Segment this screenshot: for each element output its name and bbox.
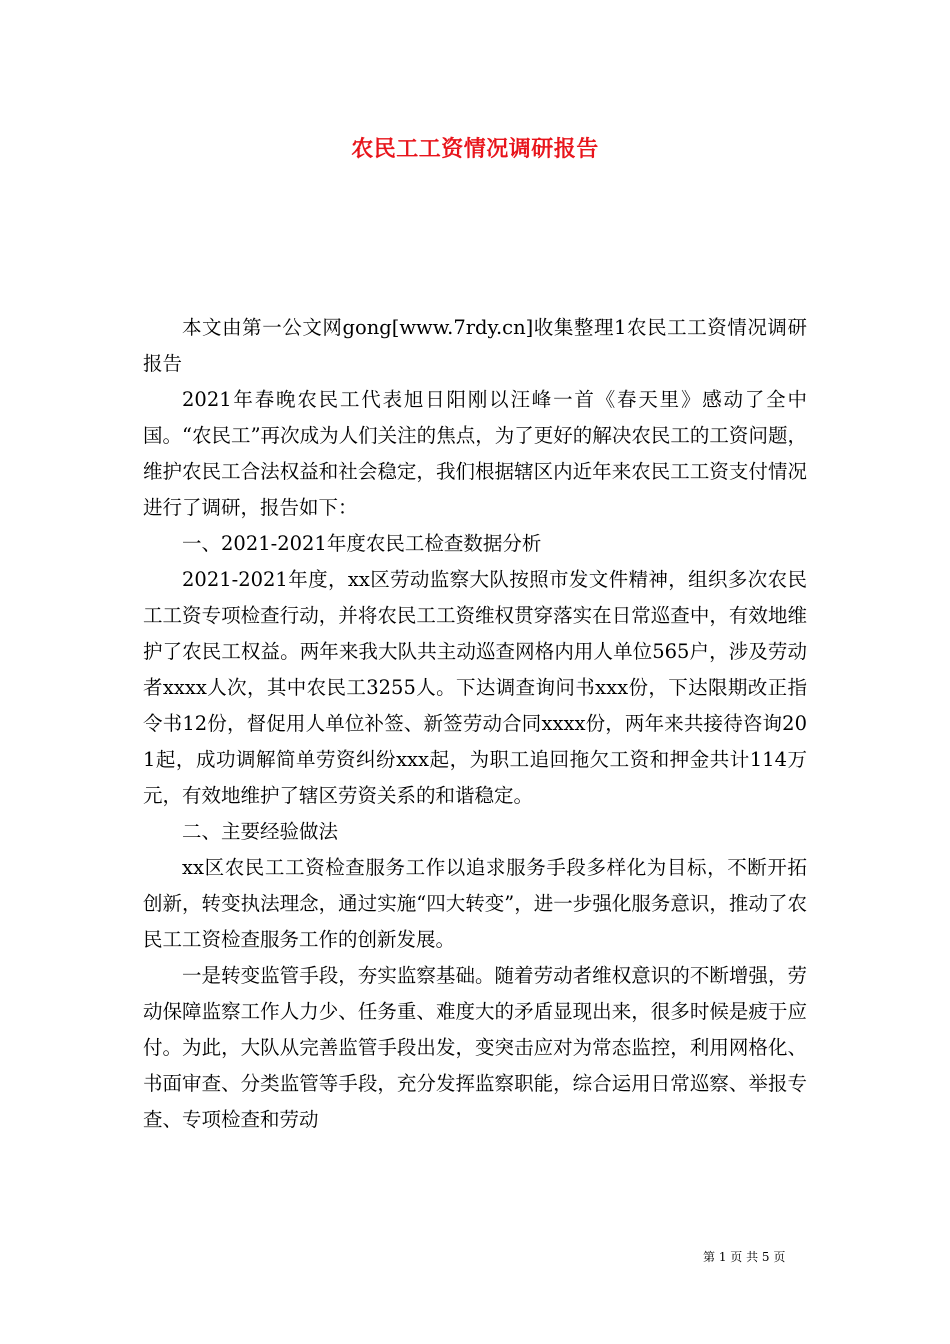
paragraph-intro: 2021年春晚农民工代表旭日阳刚以汪峰一首《春天里》感动了全中国。“农民工”再次成为人们关注的焦点，为了更好的解决农民工的工资问题，维护农民工合法权益和社会稳定，我们根据辖区内近年来农民工工资支付情况进行了调研，报告如下： — [143, 388, 807, 519]
paragraph-experience: xx区农民工工资检查服务工作以追求服务手段多样化为目标，不断开拓创新，转变执法理念，通过实施“四大转变”，进一步强化服务意识，推动了农民工工资检查服务工作的创新发展。 — [143, 856, 807, 951]
section-heading-1: 一、2021-2021年度农民工检查数据分析 — [182, 532, 542, 555]
document-body — [143, 310, 807, 1138]
document-title: 农民工工资情况调研报告 — [351, 136, 599, 162]
page-number: 第 1 页 共 5 页 — [703, 1250, 786, 1264]
paragraph-data-analysis: 2021-2021年度，xx区劳动监察大队按照市发文件精神，组织多次农民工工资专项检查行动，并将农民工工资维权贯穿落实在日常巡查中，有效地维护了农民工权益。两年来我大队共主动巡查网格内用人单位565户，涉及劳动者xxxx人次，其中农民工3255人。下达调查询问书xxx份，下达限期改正指令书12份，督促用人单位补签、新签劳动合同xxxx份，两年来共接待咨询201起，成功调解简单劳资纠纷xxx起，为职工追回拖欠工资和押金共计114万元，有效地维护了辖区劳资关系的和谐稳定。 — [143, 568, 807, 807]
paragraph-first-point: 一是转变监管手段，夯实监察基础。随着劳动者维权意识的不断增强，劳动保障监察工作人力少、任务重、难度大的矛盾显现出来，很多时候是疲于应付。为此，大队从完善监管手段出发，变突击应对为常态监控，利用网格化、书面审查、分类监管等手段，充分发挥监察职能，综合运用日常巡察、举报专查、专项检查和劳动 — [143, 964, 807, 1131]
paragraph-source-note: 本文由第一公文网gong[www.7rdy.cn]收集整理1农民工工资情况调研报告 — [143, 316, 807, 375]
section-heading-2: 二、主要经验做法 — [182, 820, 339, 843]
